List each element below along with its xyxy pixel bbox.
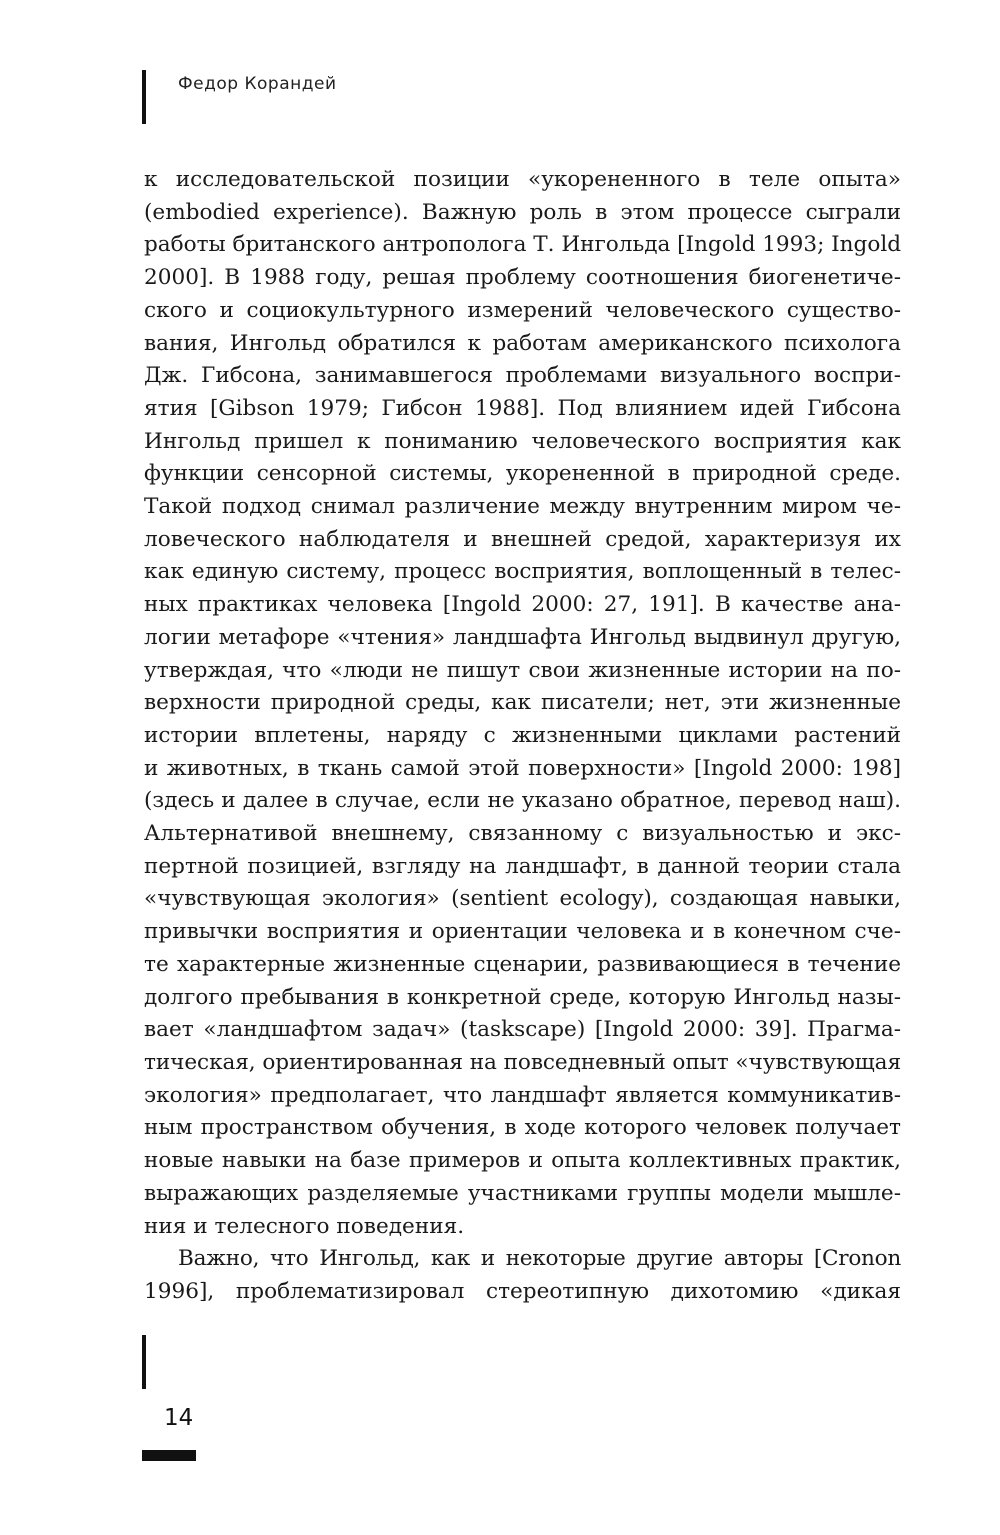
text-line: функции сенсорной системы, укорененной в природной среде.: [144, 461, 901, 487]
text-line: (здесь и далее в случае, если не указано обратное, перевод наш).: [144, 788, 901, 814]
text-line: ского и социокультурного измерений человеческого существо-: [144, 297, 901, 323]
text-line: привычки восприятия и ориентации человека и в конечном сче-: [144, 919, 901, 945]
text-line: вания, Ингольд обратился к работам американского психолога: [144, 330, 901, 356]
text-line: Альтернативой внешнему, связанному с визуальностью и экс-: [144, 821, 901, 847]
text-line: Ингольд пришел к пониманию человеческого восприятия как: [144, 428, 901, 454]
text-line: Такой подход снимал различение между внутренним миром че-: [144, 494, 901, 520]
text-line: тическая, ориентированная на повседневный опыт «чувствующая: [144, 1049, 902, 1075]
text-line: вает «ландшафтом задач» (taskscape) [Ingold 2000: 39]. Прагма-: [144, 1017, 901, 1043]
footer-bar: [142, 1450, 196, 1461]
text-line: новые навыки на базе примеров и опыта коллективных практик,: [144, 1148, 901, 1174]
text-line: Дж. Гибсона, занимавшегося проблемами визуального воспри-: [144, 363, 901, 389]
text-line: ловеческого наблюдателя и внешней средой, характеризуя их: [144, 526, 901, 552]
text-line: «чувствующая экология» (sentient ecology), создающая навыки,: [144, 886, 901, 912]
text-line: ным пространством обучения, в ходе которого человек получает: [144, 1115, 901, 1141]
text-line: ния и телесного поведения.: [144, 1213, 465, 1239]
text-line: 1996], проблематизировал стереотипную дихотомию «дикая: [144, 1278, 901, 1304]
text-line: 2000]. В 1988 году, решая проблему соотношения биогенетиче-: [144, 265, 901, 291]
running-head: Федор Корандей: [178, 74, 337, 94]
text-line: работы британского антрополога Т. Ингольда [Ingold 1993; Ingold: [144, 232, 901, 258]
text-line: долгого пребывания в конкретной среде, которую Ингольд назы-: [144, 984, 901, 1010]
text-line: логии метафоре «чтения» ландшафта Ингольд выдвинул другую,: [144, 624, 901, 650]
page-number: 14: [164, 1405, 194, 1431]
body-text: [144, 164, 901, 1309]
text-line: утверждая, что «люди не пишут свои жизненные истории на по-: [144, 657, 901, 683]
header-rule: [142, 70, 146, 124]
text-line: пертной позицией, взгляду на ландшафт, в данной теории стала: [144, 853, 901, 879]
footer-rule: [142, 1335, 146, 1389]
text-line: ных практиках человека [Ingold 2000: 27, 191]. В качестве ана-: [144, 592, 902, 618]
text-line: те характерные жизненные сценарии, развивающиеся в течение: [144, 951, 901, 977]
text-line: экология» предполагает, что ландшафт является коммуникатив-: [144, 1082, 901, 1108]
text-line: к исследовательской позиции «укорененного в теле опыта»: [144, 167, 901, 192]
text-line: Важно, что Ингольд, как и некоторые другие авторы [Cronon: [178, 1246, 901, 1272]
text-line: и животных, в ткань самой этой поверхности» [Ingold 2000: 198]: [144, 755, 901, 781]
text-line: верхности природной среды, как писатели; нет, эти жизненные: [144, 690, 901, 716]
text-line: выражающих разделяемые участниками группы модели мышле-: [144, 1180, 901, 1206]
text-line: истории вплетены, наряду с жизненными циклами растений: [144, 722, 901, 748]
text-line: (embodied experience). Важную роль в этом процессе сыграли: [144, 199, 901, 225]
text-line: ятия [Gibson 1979; Гибсон 1988]. Под влиянием идей Гибсона: [144, 395, 901, 421]
text-line: как единую систему, процесс восприятия, воплощенный в телес-: [144, 559, 901, 585]
